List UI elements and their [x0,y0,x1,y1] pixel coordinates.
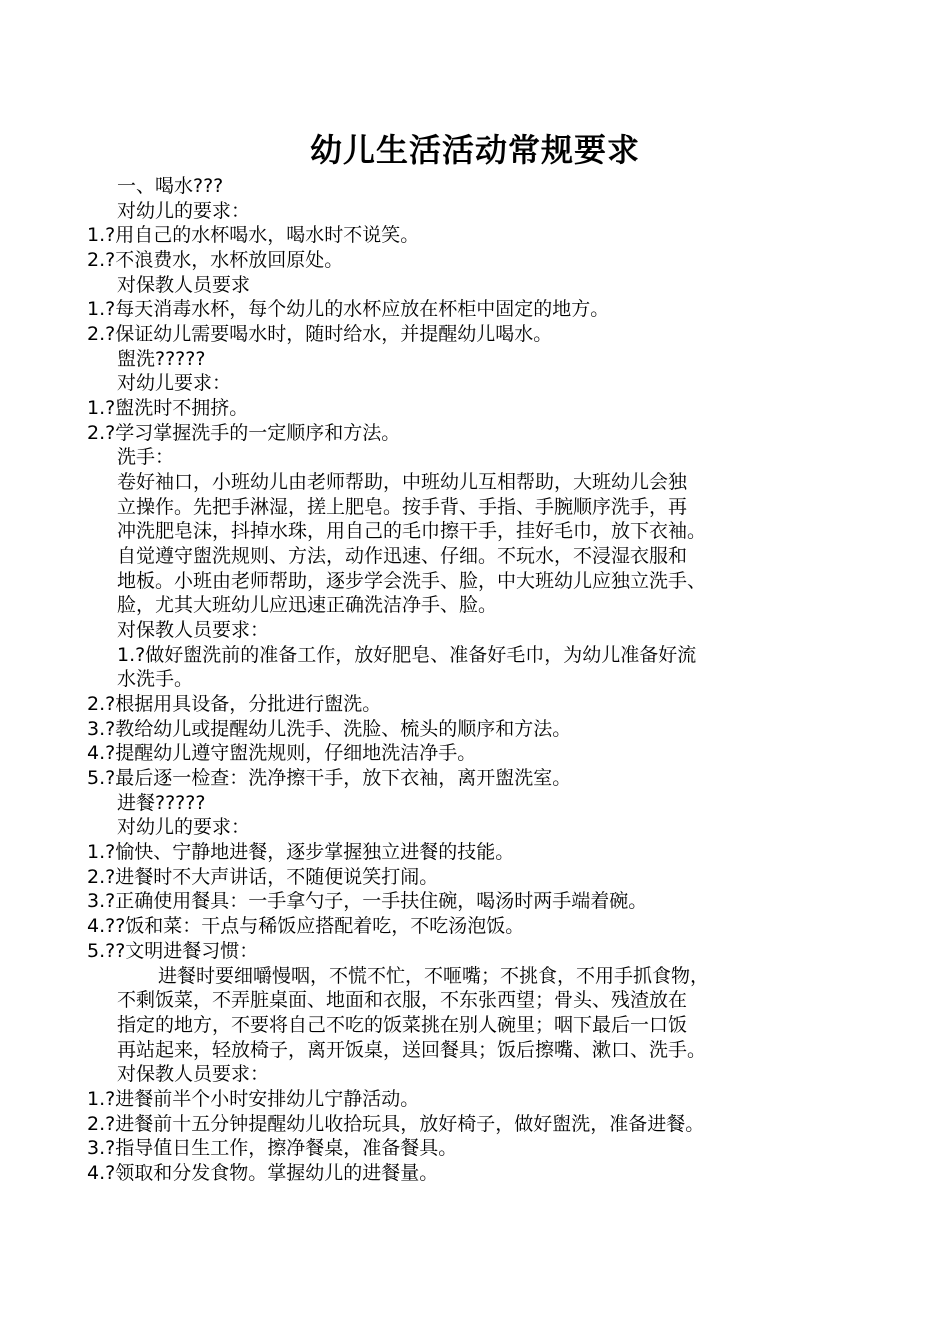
text-line [0,667,950,692]
text-line [0,297,950,322]
text-line-content: 再站起来，轻放椅子，离开饭桌，送回餐具；饭后擦嘴、漱口、洗手。 [117,1038,707,1061]
text-line-content: 1.?用自己的水杯喝水，喝水时不说笑。 [87,224,420,247]
text-line [0,741,950,766]
text-line [0,840,950,865]
text-line-content: 2.?保证幼儿需要喝水时，随时给水，并提醒幼儿喝水。 [87,323,553,346]
text-line [0,248,950,273]
text-line-content: 冲洗肥皂沫，抖掉水珠，用自己的毛巾擦干手，挂好毛巾，放下衣袖。 [117,520,707,543]
page-title: 幼儿生活活动常规要求 [309,131,640,169]
text-line-content: 3.?教给幼儿或提醒幼儿洗手、洗脸、梳头的顺序和方法。 [87,717,572,740]
text-line-content: 对幼儿的要求： [117,199,251,222]
text-line [0,914,950,939]
text-line [0,964,950,989]
text-line-content: 进餐时要细嚼慢咽，不慌不忙，不咂嘴；不挑食，不用手抓食物， [158,964,710,987]
text-line-content: 指定的地方，不要将自己不吃的饭菜挑在别人碗里；咽下最后一口饭 [117,1013,688,1036]
text-line [0,396,950,421]
text-line-content: 水洗手。 [117,668,194,691]
text-line-content: 1.?愉快、宁静地进餐，逐步掌握独立进餐的技能。 [87,841,515,864]
text-line [0,939,950,964]
text-line [0,322,950,347]
text-line [0,1112,950,1137]
text-line-content: 2.?不浪费水，水杯放回原处。 [87,249,344,272]
text-line-content: 5.??文明进餐习惯： [87,939,259,962]
text-line-content: 对保教人员要求： [117,1063,270,1086]
text-line-content: 盥洗????? [117,347,206,370]
text-line-content: 对保教人员要求 [117,273,251,296]
text-line-content: 对保教人员要求： [117,619,270,642]
text-line-content: 卷好袖口，小班幼儿由老师帮助，中班幼儿互相帮助，大班幼儿会独 [117,471,688,494]
text-line [0,643,950,668]
text-line-content: 5.?最后逐一检查：洗净擦干手，放下衣袖，离开盥洗室。 [87,767,572,790]
text-line-content: 1.?做好盥洗前的准备工作，放好肥皂、准备好毛巾，为幼儿准备好流 [117,643,697,666]
text-line [0,174,950,199]
text-line [0,223,950,248]
text-line-content: 1.?每天消毒水杯，每个幼儿的水杯应放在杯柜中固定的地方。 [87,298,610,321]
text-line-content: 地板。小班由老师帮助，逐步学会洗手、脸，中大班幼儿应独立洗手、 [117,569,707,592]
text-line [0,519,950,544]
text-line [0,618,950,643]
text-line [0,717,950,742]
text-line-content: 4.?提醒幼儿遵守盥洗规则，仔细地洗洁净手。 [87,742,477,765]
text-line-content: 2.?进餐前十五分钟提醒幼儿收拾玩具，放好椅子，做好盥洗，准备进餐。 [87,1112,705,1135]
text-line-content: 对幼儿要求： [117,372,232,395]
text-line [0,273,950,298]
text-line [0,1087,950,1112]
text-line-content: 一、喝水??? [117,175,224,197]
text-line [0,569,950,594]
text-line [0,347,950,372]
text-line [0,371,950,396]
text-line-content: 2.?学习掌握洗手的一定顺序和方法。 [87,421,401,444]
text-line [0,1136,950,1161]
text-line [0,889,950,914]
text-line [0,470,950,495]
text-line-content: 不剩饭菜，不弄脏桌面、地面和衣服，不东张西望；骨头、残渣放在 [117,989,688,1012]
text-line [0,544,950,569]
text-line [0,495,950,520]
text-line-content: 立操作。先把手淋湿，搓上肥皂。按手背、手指、手腕顺序洗手，再 [117,495,688,518]
text-line [0,766,950,791]
text-line-content: 1.?盥洗时不拥挤。 [87,397,249,420]
text-line [0,865,950,890]
text-line-content: 洗手： [117,446,175,469]
text-line [0,593,950,618]
text-line [0,1013,950,1038]
text-line-content: 脸，尤其大班幼儿应迅速正确洗洁净手、脸。 [117,594,498,617]
text-line-content: 1.?进餐前半个小时安排幼儿宁静活动。 [87,1087,420,1110]
text-line [0,1062,950,1087]
text-line [0,445,950,470]
text-line [0,791,950,816]
text-line [0,692,950,717]
text-line-content: 3.?正确使用餐具：一手拿勺子，一手扶住碗，喝汤时两手端着碗。 [87,890,648,913]
text-line [0,199,950,224]
text-line-content: 3.?指导值日生工作，擦净餐桌，准备餐具。 [87,1137,458,1160]
document-body [0,174,950,1186]
text-line-content: 4.??饭和菜：干点与稀饭应搭配着吃，不吃汤泡饭。 [87,915,525,938]
text-line [0,1038,950,1063]
text-line-content: 对幼儿的要求： [117,816,251,839]
text-line [0,815,950,840]
text-line-content: 2.?进餐时不大声讲话，不随便说笑打闹。 [87,865,439,888]
text-line-content: 自觉遵守盥洗规则、方法，动作迅速、仔细。不玩水，不浸湿衣服和 [117,545,688,568]
text-line [0,988,950,1013]
text-line-content: 4.?领取和分发食物。掌握幼儿的进餐量。 [87,1161,439,1184]
text-line [0,1161,950,1186]
text-line [0,421,950,446]
text-line-content: 2.?根据用具设备，分批进行盥洗。 [87,693,382,716]
text-line-content: 进餐????? [117,791,206,814]
